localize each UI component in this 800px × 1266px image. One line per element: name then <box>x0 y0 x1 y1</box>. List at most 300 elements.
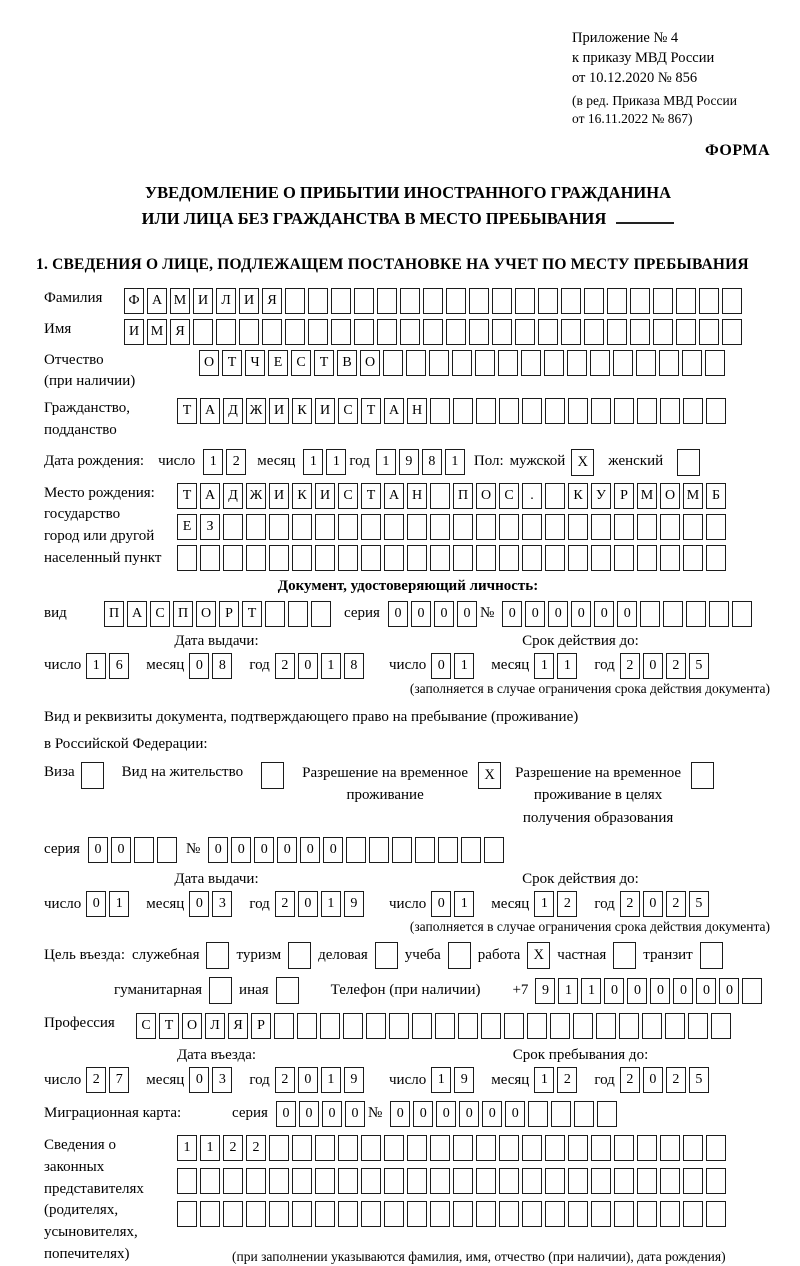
char-cell[interactable] <box>361 1135 381 1161</box>
char-cell[interactable]: 5 <box>689 653 709 679</box>
char-cell[interactable] <box>676 288 696 314</box>
char-cell[interactable] <box>469 288 489 314</box>
char-cell[interactable] <box>338 1135 358 1161</box>
char-cell[interactable]: 8 <box>344 653 364 679</box>
char-cell[interactable] <box>246 545 266 571</box>
char-cell[interactable] <box>636 350 656 376</box>
char-cell[interactable] <box>392 837 412 863</box>
char-cell[interactable]: 0 <box>436 1101 456 1127</box>
char-cell[interactable] <box>614 398 634 424</box>
char-cell[interactable] <box>637 545 657 571</box>
char-cell[interactable] <box>315 1201 335 1227</box>
char-cell[interactable] <box>361 545 381 571</box>
char-cell[interactable]: У <box>591 483 611 509</box>
char-cell[interactable]: 1 <box>200 1135 220 1161</box>
char-cell[interactable] <box>400 288 420 314</box>
char-cell[interactable] <box>438 837 458 863</box>
char-cell[interactable] <box>269 1168 289 1194</box>
char-cell[interactable]: 2 <box>275 891 295 917</box>
char-cell[interactable]: 1 <box>109 891 129 917</box>
char-cell[interactable] <box>285 288 305 314</box>
char-cell[interactable]: И <box>269 483 289 509</box>
char-cell[interactable]: 0 <box>457 601 477 627</box>
visa-checkbox[interactable] <box>81 762 104 789</box>
char-cell[interactable] <box>607 288 627 314</box>
char-cell[interactable]: 0 <box>719 978 739 1004</box>
char-cell[interactable] <box>706 545 726 571</box>
char-cell[interactable] <box>446 319 466 345</box>
char-cell[interactable] <box>545 1201 565 1227</box>
char-cell[interactable] <box>706 398 726 424</box>
char-cell[interactable]: П <box>173 601 193 627</box>
char-cell[interactable] <box>338 514 358 540</box>
char-cell[interactable] <box>461 837 481 863</box>
char-cell[interactable]: П <box>104 601 124 627</box>
char-cell[interactable]: Р <box>219 601 239 627</box>
char-cell[interactable]: 0 <box>345 1101 365 1127</box>
char-cell[interactable] <box>683 1135 703 1161</box>
char-cell[interactable] <box>484 837 504 863</box>
char-cell[interactable] <box>481 1013 501 1039</box>
char-cell[interactable] <box>354 288 374 314</box>
char-cell[interactable]: 1 <box>177 1135 197 1161</box>
char-cell[interactable] <box>699 288 719 314</box>
char-cell[interactable]: 0 <box>696 978 716 1004</box>
char-cell[interactable] <box>676 319 696 345</box>
char-cell[interactable]: 1 <box>454 891 474 917</box>
char-cell[interactable] <box>590 350 610 376</box>
char-cell[interactable] <box>499 514 519 540</box>
char-cell[interactable] <box>177 1201 197 1227</box>
char-cell[interactable]: 0 <box>434 601 454 627</box>
char-cell[interactable] <box>407 1168 427 1194</box>
char-cell[interactable] <box>538 319 558 345</box>
char-cell[interactable] <box>683 398 703 424</box>
char-cell[interactable] <box>732 601 752 627</box>
char-cell[interactable]: Т <box>361 398 381 424</box>
char-cell[interactable]: С <box>338 483 358 509</box>
char-cell[interactable]: 0 <box>189 1067 209 1093</box>
char-cell[interactable] <box>527 1013 547 1039</box>
char-cell[interactable]: Н <box>407 398 427 424</box>
char-cell[interactable] <box>637 1135 657 1161</box>
char-cell[interactable] <box>430 398 450 424</box>
char-cell[interactable]: С <box>338 398 358 424</box>
char-cell[interactable] <box>544 350 564 376</box>
char-cell[interactable] <box>308 319 328 345</box>
char-cell[interactable] <box>614 1135 634 1161</box>
char-cell[interactable] <box>476 1168 496 1194</box>
char-cell[interactable] <box>331 319 351 345</box>
char-cell[interactable] <box>216 319 236 345</box>
char-cell[interactable] <box>614 1168 634 1194</box>
char-cell[interactable]: 0 <box>254 837 274 863</box>
char-cell[interactable]: В <box>337 350 357 376</box>
char-cell[interactable]: А <box>384 398 404 424</box>
char-cell[interactable]: З <box>200 514 220 540</box>
char-cell[interactable] <box>640 601 660 627</box>
char-cell[interactable] <box>711 1013 731 1039</box>
char-cell[interactable] <box>663 601 683 627</box>
char-cell[interactable] <box>574 1101 594 1127</box>
char-cell[interactable] <box>320 1013 340 1039</box>
char-cell[interactable]: 0 <box>643 1067 663 1093</box>
char-cell[interactable] <box>568 1135 588 1161</box>
char-cell[interactable] <box>705 350 725 376</box>
char-cell[interactable] <box>476 1201 496 1227</box>
char-cell[interactable]: М <box>170 288 190 314</box>
char-cell[interactable]: 1 <box>321 1067 341 1093</box>
char-cell[interactable] <box>331 288 351 314</box>
char-cell[interactable] <box>492 288 512 314</box>
char-cell[interactable] <box>315 545 335 571</box>
char-cell[interactable] <box>522 398 542 424</box>
char-cell[interactable] <box>584 319 604 345</box>
char-cell[interactable] <box>742 978 762 1004</box>
char-cell[interactable]: М <box>683 483 703 509</box>
char-cell[interactable] <box>446 288 466 314</box>
char-cell[interactable]: 1 <box>86 653 106 679</box>
char-cell[interactable] <box>366 1013 386 1039</box>
char-cell[interactable]: 1 <box>376 449 396 475</box>
char-cell[interactable] <box>683 545 703 571</box>
char-cell[interactable] <box>538 288 558 314</box>
char-cell[interactable] <box>614 545 634 571</box>
char-cell[interactable]: 5 <box>689 1067 709 1093</box>
temp-permit-checkbox[interactable]: X <box>478 762 501 789</box>
char-cell[interactable]: Т <box>314 350 334 376</box>
char-cell[interactable] <box>499 398 519 424</box>
char-cell[interactable] <box>545 514 565 540</box>
char-cell[interactable]: 0 <box>189 891 209 917</box>
char-cell[interactable]: 1 <box>534 891 554 917</box>
char-cell[interactable] <box>430 545 450 571</box>
char-cell[interactable] <box>262 319 282 345</box>
char-cell[interactable] <box>683 1201 703 1227</box>
char-cell[interactable]: Ч <box>245 350 265 376</box>
purpose-study-checkbox[interactable] <box>448 942 471 969</box>
char-cell[interactable] <box>637 1201 657 1227</box>
char-cell[interactable]: Р <box>614 483 634 509</box>
char-cell[interactable]: 2 <box>557 891 577 917</box>
char-cell[interactable]: О <box>199 350 219 376</box>
char-cell[interactable] <box>522 514 542 540</box>
char-cell[interactable] <box>407 545 427 571</box>
char-cell[interactable]: 0 <box>482 1101 502 1127</box>
char-cell[interactable]: 1 <box>326 449 346 475</box>
char-cell[interactable] <box>706 514 726 540</box>
char-cell[interactable] <box>369 837 389 863</box>
char-cell[interactable] <box>568 545 588 571</box>
gender-male-checkbox[interactable]: X <box>571 449 594 476</box>
char-cell[interactable]: 6 <box>109 653 129 679</box>
char-cell[interactable] <box>545 398 565 424</box>
char-cell[interactable]: 2 <box>557 1067 577 1093</box>
char-cell[interactable]: 1 <box>203 449 223 475</box>
char-cell[interactable] <box>699 319 719 345</box>
char-cell[interactable]: О <box>660 483 680 509</box>
char-cell[interactable]: И <box>239 288 259 314</box>
char-cell[interactable] <box>383 350 403 376</box>
char-cell[interactable] <box>269 545 289 571</box>
char-cell[interactable]: 7 <box>109 1067 129 1093</box>
char-cell[interactable] <box>292 1201 312 1227</box>
char-cell[interactable] <box>343 1013 363 1039</box>
char-cell[interactable] <box>200 545 220 571</box>
char-cell[interactable] <box>499 1168 519 1194</box>
char-cell[interactable]: 0 <box>411 601 431 627</box>
char-cell[interactable] <box>709 601 729 627</box>
char-cell[interactable] <box>545 1135 565 1161</box>
char-cell[interactable]: Т <box>159 1013 179 1039</box>
char-cell[interactable] <box>499 1201 519 1227</box>
char-cell[interactable] <box>475 350 495 376</box>
char-cell[interactable] <box>637 398 657 424</box>
char-cell[interactable] <box>499 1135 519 1161</box>
char-cell[interactable] <box>430 1201 450 1227</box>
char-cell[interactable]: А <box>200 483 220 509</box>
char-cell[interactable]: Л <box>216 288 236 314</box>
char-cell[interactable]: М <box>147 319 167 345</box>
char-cell[interactable] <box>239 319 259 345</box>
char-cell[interactable] <box>292 1135 312 1161</box>
char-cell[interactable] <box>407 1135 427 1161</box>
char-cell[interactable]: К <box>292 483 312 509</box>
char-cell[interactable]: 0 <box>322 1101 342 1127</box>
char-cell[interactable]: 0 <box>502 601 522 627</box>
char-cell[interactable] <box>591 514 611 540</box>
char-cell[interactable]: 0 <box>459 1101 479 1127</box>
char-cell[interactable]: 1 <box>534 653 554 679</box>
char-cell[interactable] <box>522 545 542 571</box>
temp-permit-edu-checkbox[interactable] <box>691 762 714 789</box>
char-cell[interactable]: 9 <box>535 978 555 1004</box>
char-cell[interactable] <box>315 1168 335 1194</box>
char-cell[interactable] <box>384 1201 404 1227</box>
char-cell[interactable] <box>223 514 243 540</box>
char-cell[interactable] <box>476 1135 496 1161</box>
char-cell[interactable]: Т <box>177 398 197 424</box>
char-cell[interactable]: А <box>200 398 220 424</box>
char-cell[interactable]: Ж <box>246 398 266 424</box>
char-cell[interactable]: 2 <box>275 653 295 679</box>
char-cell[interactable]: 0 <box>298 1067 318 1093</box>
char-cell[interactable] <box>660 514 680 540</box>
char-cell[interactable] <box>389 1013 409 1039</box>
char-cell[interactable] <box>568 514 588 540</box>
char-cell[interactable]: 0 <box>390 1101 410 1127</box>
char-cell[interactable]: 1 <box>454 653 474 679</box>
char-cell[interactable]: 0 <box>594 601 614 627</box>
char-cell[interactable]: 5 <box>689 891 709 917</box>
char-cell[interactable] <box>157 837 177 863</box>
char-cell[interactable]: К <box>292 398 312 424</box>
char-cell[interactable] <box>492 319 512 345</box>
char-cell[interactable]: П <box>453 483 473 509</box>
char-cell[interactable]: 2 <box>620 1067 640 1093</box>
char-cell[interactable] <box>682 350 702 376</box>
char-cell[interactable] <box>223 1168 243 1194</box>
char-cell[interactable] <box>614 1201 634 1227</box>
char-cell[interactable] <box>551 1101 571 1127</box>
char-cell[interactable]: Т <box>177 483 197 509</box>
char-cell[interactable] <box>568 1201 588 1227</box>
char-cell[interactable]: 0 <box>276 1101 296 1127</box>
char-cell[interactable]: 0 <box>298 891 318 917</box>
char-cell[interactable] <box>338 1168 358 1194</box>
char-cell[interactable]: 8 <box>422 449 442 475</box>
char-cell[interactable]: И <box>193 288 213 314</box>
char-cell[interactable]: 0 <box>111 837 131 863</box>
char-cell[interactable] <box>596 1013 616 1039</box>
char-cell[interactable] <box>292 1168 312 1194</box>
char-cell[interactable]: 3 <box>212 891 232 917</box>
char-cell[interactable]: О <box>182 1013 202 1039</box>
char-cell[interactable] <box>361 1201 381 1227</box>
char-cell[interactable] <box>619 1013 639 1039</box>
char-cell[interactable] <box>200 1168 220 1194</box>
char-cell[interactable]: И <box>315 483 335 509</box>
char-cell[interactable] <box>177 1168 197 1194</box>
char-cell[interactable] <box>498 350 518 376</box>
char-cell[interactable]: 0 <box>505 1101 525 1127</box>
char-cell[interactable]: 0 <box>323 837 343 863</box>
char-cell[interactable] <box>453 398 473 424</box>
char-cell[interactable] <box>177 545 197 571</box>
char-cell[interactable]: 2 <box>223 1135 243 1161</box>
char-cell[interactable] <box>377 288 397 314</box>
char-cell[interactable] <box>591 1135 611 1161</box>
char-cell[interactable] <box>688 1013 708 1039</box>
purpose-transit-checkbox[interactable] <box>700 942 723 969</box>
char-cell[interactable] <box>361 1168 381 1194</box>
char-cell[interactable]: 1 <box>445 449 465 475</box>
char-cell[interactable] <box>567 350 587 376</box>
char-cell[interactable]: 2 <box>666 1067 686 1093</box>
purpose-official-checkbox[interactable] <box>206 942 229 969</box>
char-cell[interactable]: 0 <box>431 891 451 917</box>
char-cell[interactable] <box>452 350 472 376</box>
char-cell[interactable] <box>297 1013 317 1039</box>
char-cell[interactable] <box>607 319 627 345</box>
char-cell[interactable]: 1 <box>581 978 601 1004</box>
char-cell[interactable] <box>453 1201 473 1227</box>
char-cell[interactable] <box>288 601 308 627</box>
char-cell[interactable] <box>630 288 650 314</box>
char-cell[interactable]: Л <box>205 1013 225 1039</box>
char-cell[interactable]: 8 <box>212 653 232 679</box>
char-cell[interactable]: 0 <box>413 1101 433 1127</box>
char-cell[interactable]: 0 <box>673 978 693 1004</box>
char-cell[interactable]: 1 <box>321 653 341 679</box>
char-cell[interactable]: С <box>499 483 519 509</box>
char-cell[interactable]: О <box>360 350 380 376</box>
char-cell[interactable] <box>722 319 742 345</box>
char-cell[interactable]: Д <box>223 398 243 424</box>
char-cell[interactable] <box>660 545 680 571</box>
char-cell[interactable] <box>453 1135 473 1161</box>
char-cell[interactable] <box>223 1201 243 1227</box>
purpose-work-checkbox[interactable]: X <box>527 942 550 969</box>
char-cell[interactable]: И <box>315 398 335 424</box>
char-cell[interactable] <box>660 1135 680 1161</box>
char-cell[interactable] <box>476 545 496 571</box>
char-cell[interactable] <box>269 1135 289 1161</box>
char-cell[interactable] <box>430 483 450 509</box>
char-cell[interactable]: 2 <box>275 1067 295 1093</box>
char-cell[interactable]: О <box>196 601 216 627</box>
char-cell[interactable]: 1 <box>321 891 341 917</box>
char-cell[interactable] <box>653 288 673 314</box>
char-cell[interactable] <box>134 837 154 863</box>
char-cell[interactable]: 0 <box>617 601 637 627</box>
char-cell[interactable] <box>584 288 604 314</box>
char-cell[interactable]: И <box>269 398 289 424</box>
char-cell[interactable] <box>591 1168 611 1194</box>
char-cell[interactable] <box>406 350 426 376</box>
char-cell[interactable] <box>311 601 331 627</box>
purpose-other-checkbox[interactable] <box>276 977 299 1004</box>
char-cell[interactable]: 0 <box>231 837 251 863</box>
char-cell[interactable]: 2 <box>620 653 640 679</box>
char-cell[interactable]: 0 <box>643 891 663 917</box>
char-cell[interactable]: 2 <box>666 653 686 679</box>
char-cell[interactable] <box>412 1013 432 1039</box>
char-cell[interactable]: 0 <box>431 653 451 679</box>
char-cell[interactable] <box>429 350 449 376</box>
char-cell[interactable] <box>453 514 473 540</box>
char-cell[interactable] <box>469 319 489 345</box>
char-cell[interactable] <box>407 1201 427 1227</box>
char-cell[interactable] <box>545 483 565 509</box>
char-cell[interactable] <box>522 1201 542 1227</box>
char-cell[interactable] <box>591 545 611 571</box>
char-cell[interactable] <box>476 514 496 540</box>
char-cell[interactable] <box>597 1101 617 1127</box>
char-cell[interactable]: Т <box>222 350 242 376</box>
char-cell[interactable]: 0 <box>548 601 568 627</box>
char-cell[interactable]: 0 <box>643 653 663 679</box>
char-cell[interactable]: 0 <box>300 837 320 863</box>
char-cell[interactable] <box>686 601 706 627</box>
char-cell[interactable]: 1 <box>557 653 577 679</box>
char-cell[interactable] <box>458 1013 478 1039</box>
char-cell[interactable]: О <box>476 483 496 509</box>
char-cell[interactable] <box>706 1201 726 1227</box>
char-cell[interactable]: 9 <box>344 1067 364 1093</box>
char-cell[interactable]: К <box>568 483 588 509</box>
char-cell[interactable] <box>630 319 650 345</box>
char-cell[interactable] <box>642 1013 662 1039</box>
char-cell[interactable] <box>453 1168 473 1194</box>
char-cell[interactable]: 2 <box>86 1067 106 1093</box>
char-cell[interactable]: 0 <box>298 653 318 679</box>
char-cell[interactable]: 0 <box>627 978 647 1004</box>
char-cell[interactable] <box>637 514 657 540</box>
char-cell[interactable] <box>499 545 519 571</box>
char-cell[interactable] <box>522 1135 542 1161</box>
char-cell[interactable]: Н <box>407 483 427 509</box>
char-cell[interactable]: С <box>136 1013 156 1039</box>
char-cell[interactable] <box>384 545 404 571</box>
char-cell[interactable]: И <box>124 319 144 345</box>
char-cell[interactable] <box>384 1168 404 1194</box>
char-cell[interactable]: 0 <box>604 978 624 1004</box>
char-cell[interactable]: Е <box>177 514 197 540</box>
char-cell[interactable]: Т <box>242 601 262 627</box>
char-cell[interactable] <box>545 1168 565 1194</box>
char-cell[interactable] <box>522 1168 542 1194</box>
